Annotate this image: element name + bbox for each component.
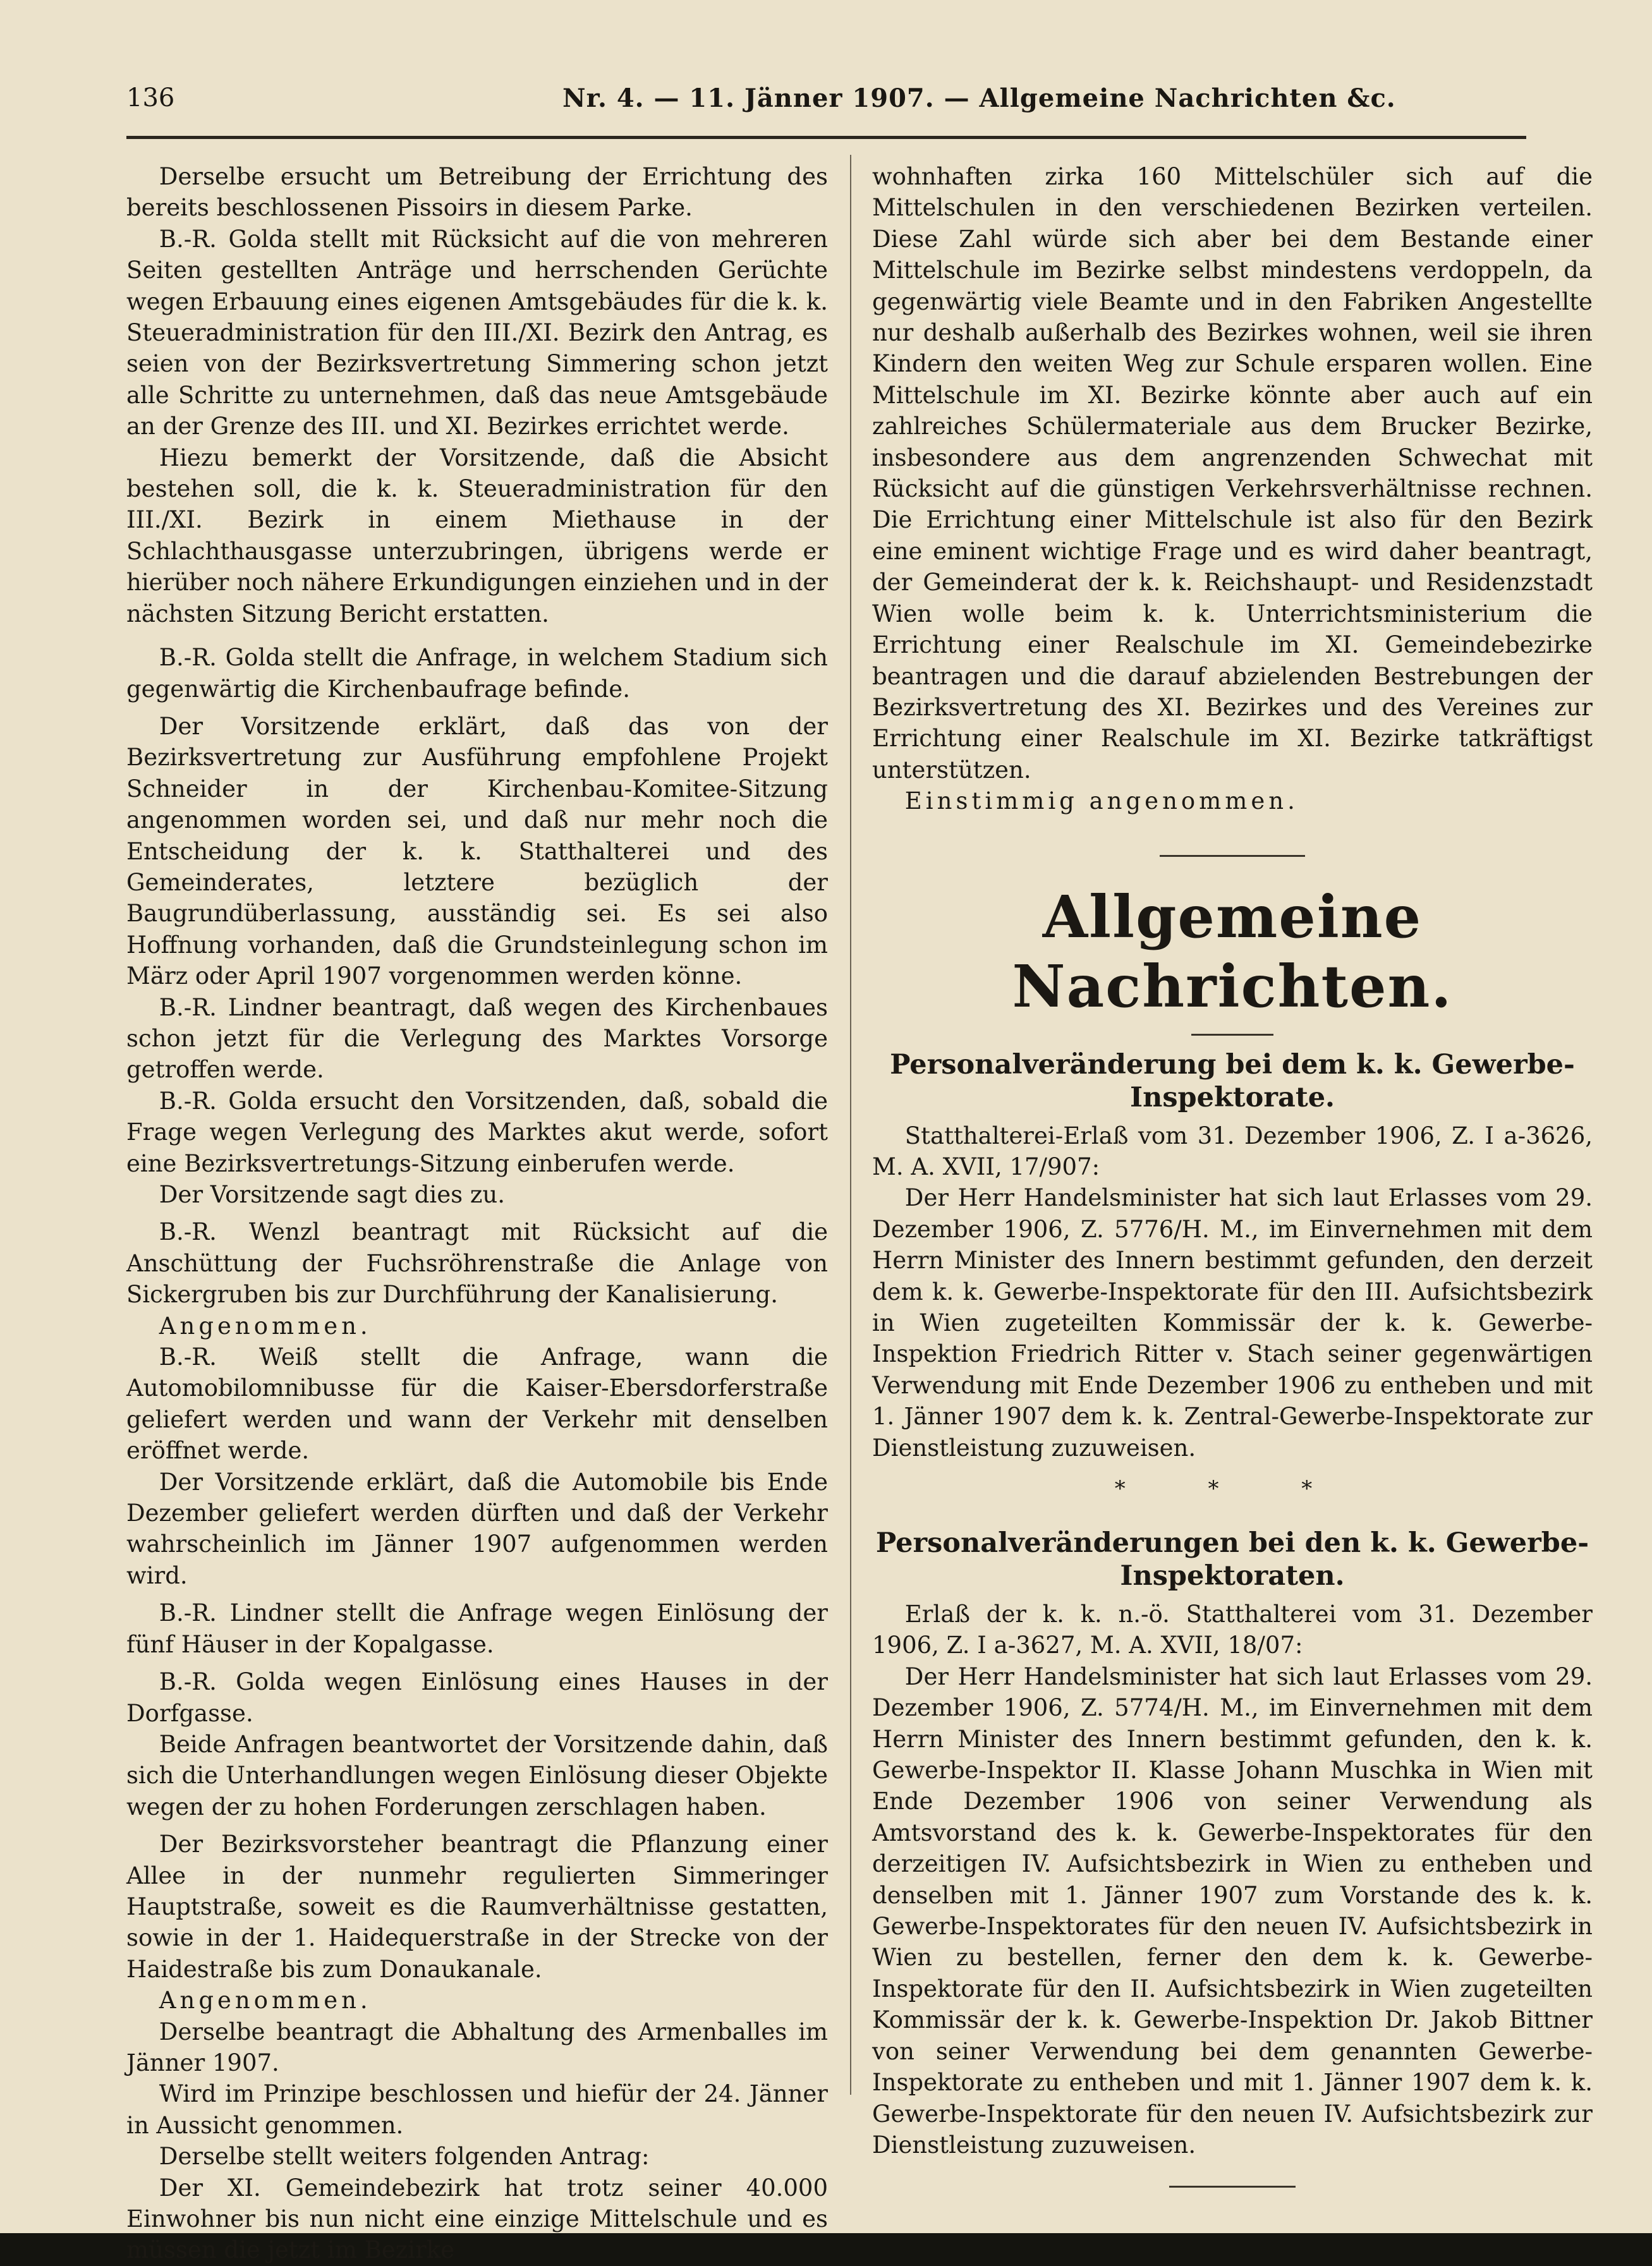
article-title: Personalveränderungen bei den k. k. Gewerbe-Inspektoraten.: [875, 1527, 1589, 1592]
paragraph: B.-R. Lindner stellt die Anfrage wegen Einlösung der fünf Häuser in der Kopalgasse.: [126, 1599, 828, 1658]
resolution-note: Angenommen.: [159, 1312, 372, 1340]
paragraph: Wird im Prinzipe beschlossen und hiefür der 24. Jänner in Aussicht genommen.: [126, 2080, 828, 2139]
header-title: Nr. 4. — 11. Jänner 1907. — Allgemeine Nachrichten &c.: [562, 83, 1396, 113]
paragraph: Der Vorsitzende sagt dies zu.: [159, 1181, 505, 1208]
paragraph: B.-R. Lindner beantragt, daß wegen des Kirchenbaues schon jetzt für die Verlegung des Marktes Vorsorge getroffen werde.: [126, 993, 828, 1084]
left-column: [126, 161, 828, 2266]
right-column: [872, 161, 1593, 2188]
article-decree: Statthalterei-Erlaß vom 31. Dezember 1906, Z. I a-3626, M. A. XVII, 17/907:: [872, 1122, 1593, 1180]
header-rule: [126, 136, 1526, 139]
column-divider: [850, 155, 851, 2095]
end-rule: [1169, 2186, 1296, 2188]
paragraph: Der XI. Gemeindebezirk hat trotz seiner 40.000 Einwohner bis nun nicht eine einzige Mittelschule und es müssen die jetzt im Bezirke: [126, 2174, 828, 2264]
article-decree: Erlaß der k. k. n.-ö. Statthalterei vom 31. Dezember 1906, Z. I a-3627, M. A. XVII, 18/07:: [872, 1601, 1593, 1659]
paragraph-continuation: wohnhaften zirka 160 Mittelschüler sich auf die Mittelschulen in den verschiedenen Bezirken verteilen. Diese Zahl würde sich aber bei dem Bestande einer Mittelschule im Bezirke selbst mindestens verdoppeln, da gegenwärtig viele Beamte und in den Fabriken Angestellte nur deshalb außerhalb des Bezirkes wohnen, weil sie ihren Kindern den weiten Weg zur Schule ersparen wollen. Eine Mittelschule im XI. Bezirke könnte aber auch auf ein zahlreiches Schülermateriale aus dem Brucker Bezirke, insbesondere aus dem angrenzenden Schwechat mit Rücksicht auf die günstigen Verkehrsverhältnisse rechnen. Die Errichtung einer Mittelschule ist also für den Bezirk eine eminent wichtige Frage und es wird daher beantragt, der Gemeinderat der k. k. Reichshaupt- und Residenzstadt Wien wolle beim k. k. Unterrichtsministerium die Errichtung einer Realschule im XI. Gemeindebezirke beantragen und die darauf abzielenden Bestrebungen der Bezirksvertretung des XI. Bezirkes und des Vereines zur Errichtung einer Realschule im XI. Bezirke tatkräftigst unterstützen.: [872, 163, 1593, 784]
paragraph: Beide Anfragen beantwortet der Vorsitzende dahin, daß sich die Unterhandlungen wegen Einlösung dieser Objekte wegen der zu hohen Forderungen zerschlagen haben.: [126, 1730, 828, 1821]
paragraph: Derselbe ersucht um Betreibung der Errichtung des bereits beschlossenen Pissoirs in diesem Parke.: [126, 163, 828, 222]
article-title: Personalveränderung bei dem k. k. Gewerbe-Inspektorate.: [890, 1048, 1575, 1113]
paragraph: B.-R. Golda ersucht den Vorsitzenden, daß, sobald die Frage wegen Verlegung des Marktes akut werde, sofort eine Bezirksvertretungs-Sitzung einberufen werde.: [126, 1087, 828, 1177]
paragraph: B.-R. Wenzl beantragt mit Rücksicht auf die Anschüttung der Fuchsröhrenstraße die Anlage von Sickergruben bis zur Durchführung der Kanalisierung.: [126, 1218, 828, 1309]
separator-stars: * * *: [1114, 1476, 1351, 1501]
section-title: Allgemeine Nachrichten.: [1012, 882, 1453, 1021]
page-number: 136: [126, 83, 175, 112]
paragraph: B.-R. Golda stellt mit Rücksicht auf die von mehreren Seiten gestellten Anträge und herrschenden Gerüchte wegen Erbauung eines eigenen Amtsgebäudes für die k. k. Steueradministration für den III./XI. Bezirk den Antrag, es seien von der Bezirksvertretung Simmering schon jetzt alle Schritte zu unternehmen, daß das neue Amtsgebäude an der Grenze des III. und XI. Bezirkes errichtet werde.: [126, 225, 828, 440]
page-header: [126, 83, 1526, 128]
paragraph: Der Vorsitzende erklärt, daß das von der Bezirksvertretung zur Ausführung empfohlene Projekt Schneider in der Kirchenbau-Komitee-Sitzung angenommen worden sei, und daß nur mehr noch die Entscheidung der k. k. Statthalterei und des Gemeinderates, letztere bezüglich der Baugrundüberlassung, ausständig sei. Es sei also Hoffnung vorhanden, daß die Grundsteinlegung schon im März oder April 1907 vorgenommen werden könne.: [126, 712, 828, 990]
paragraph: B.-R. Golda wegen Einlösung eines Hauses in der Dorfgasse.: [126, 1668, 828, 1727]
paragraph: Derselbe stellt weiters folgenden Antrag:: [159, 2143, 650, 2171]
article-body: Der Herr Handelsminister hat sich laut Erlasses vom 29. Dezember 1906, Z. 5776/H. M., im Einvernehmen mit dem Herrn Minister des Innern bestimmt gefunden, den derzeit dem k. k. Gewerbe-Inspektorate für den III. Aufsichtsbezirk in Wien zugeteilten Kommissär der k. k. Gewerbe-Inspektion Friedrich Ritter v. Stach seiner gegenwärtigen Verwendung mit Ende Dezember 1906 zu entheben und mit 1. Jänner 1907 dem k. k. Zentral-Gewerbe-Inspektorate zur Dienstleistung zuzuweisen.: [872, 1184, 1593, 1462]
paragraph: B.-R. Golda stellt die Anfrage, in welchem Stadium sich gegenwärtig die Kirchenbaufrage befinde.: [126, 644, 828, 703]
paragraph: Derselbe beantragt die Abhaltung des Armenballes im Jänner 1907.: [126, 2018, 828, 2076]
paragraph: Der Bezirksvorsteher beantragt die Pflanzung einer Allee in der nunmehr regulierten Simmeringer Hauptstraße, soweit es die Raumverhältnisse gestatten, sowie in der 1. Haidequerstraße in der Strecke von der Haidestraße bis zum Donaukanale.: [126, 1831, 828, 1983]
article-body: Der Herr Handelsminister hat sich laut Erlasses vom 29. Dezember 1906, Z. 5774/H. M., im Einvernehmen mit dem Herrn Minister des Innern bestimmt gefunden, den k. k. Gewerbe-Inspektor II. Klasse Johann Muschka in Wien mit Ende Dezember 1906 von seiner Verwendung als Amtsvorstand des k. k. Gewerbe-Inspektorates für den derzeitigen IV. Aufsichtsbezirk in Wien zu entheben und denselben mit 1. Jänner 1907 zum Vorstande des k. k. Gewerbe-Inspektorates für den neuen IV. Aufsichtsbezirk in Wien zu bestellen, ferner den dem k. k. Gewerbe-Inspektorate für den II. Aufsichtsbezirk in Wien zugeteilten Kommissär der k. k. Gewerbe-Inspektion Dr. Jakob Bittner von seiner Verwendung bei dem genannten Gewerbe-Inspektorate zu entheben und mit 1. Jänner 1907 dem k. k. Gewerbe-Inspektorate für den neuen IV. Aufsichtsbezirk zur Dienstleistung zuzuweisen.: [872, 1663, 1593, 2159]
resolution-note: Angenommen.: [159, 1987, 372, 2015]
paragraph: B.-R. Weiß stellt die Anfrage, wann die Automobilomnibusse für die Kaiser-Ebersdorferstraße geliefert werden und wann der Verkehr mit denselben eröffnet werde.: [126, 1343, 828, 1465]
paragraph: Der Vorsitzende erklärt, daß die Automobile bis Ende Dezember geliefert werden dürften und daß der Verkehr wahrscheinlich im Jänner 1907 aufgenommen werden wird.: [126, 1468, 828, 1589]
paragraph: Hiezu bemerkt der Vorsitzende, daß die Absicht bestehen soll, die k. k. Steueradministration für den III./XI. Bezirk in einem Miethause in der Schlachthausgasse unterzubringen, übrigens werde er hierüber noch nähere Erkundigungen einziehen und in der nächsten Sitzung Bericht erstatten.: [126, 444, 828, 627]
resolution-note: Einstimmig angenommen.: [904, 787, 1299, 815]
